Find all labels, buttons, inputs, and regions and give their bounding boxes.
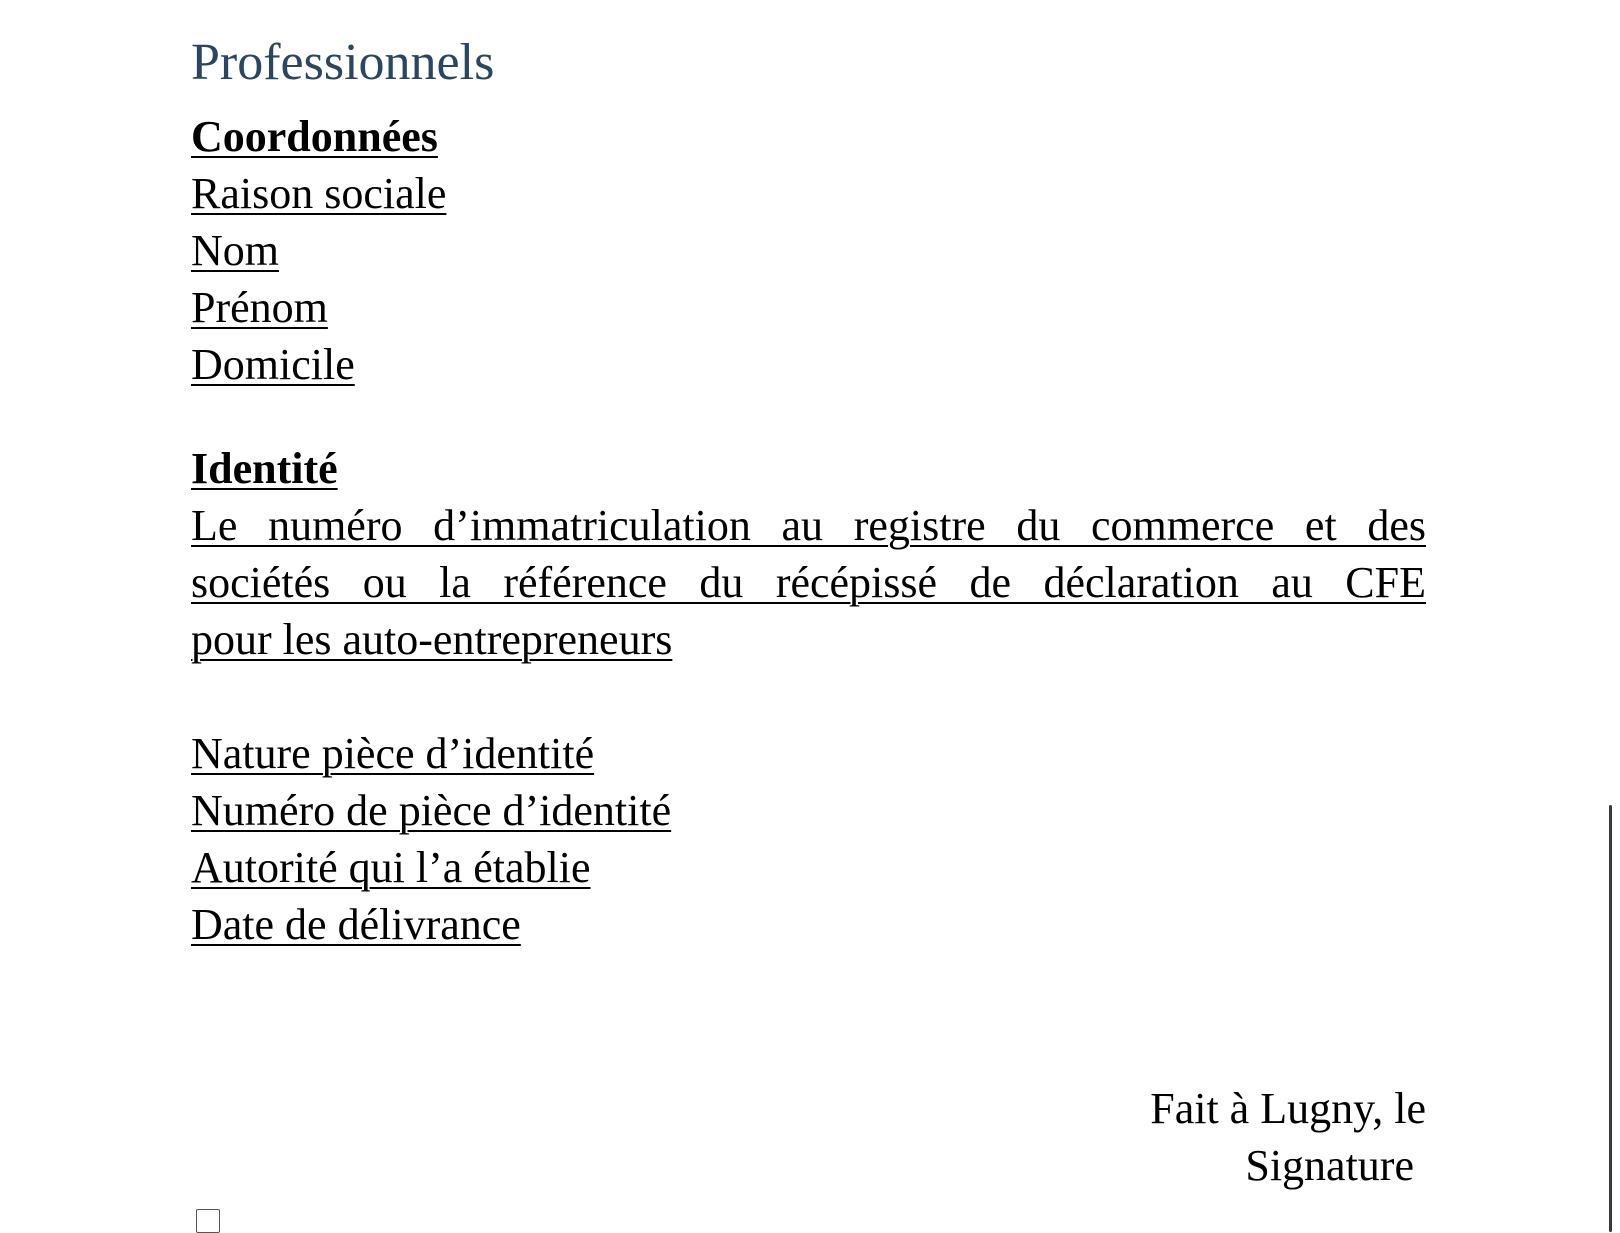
field-raison-sociale: Raison sociale (191, 169, 447, 218)
place-date-line: Fait à Lugny, le (1150, 1084, 1426, 1133)
field-numero-piece: Numéro de pièce d’identité (191, 786, 672, 835)
signature-label: Signature (1245, 1141, 1414, 1190)
scrollbar[interactable] (1609, 805, 1612, 1232)
checkbox[interactable] (196, 1209, 220, 1233)
identite-section (191, 440, 1426, 953)
identite-paragraph-line-3: pour les auto-entrepreneurs (191, 615, 673, 664)
field-prenom: Prénom (191, 283, 328, 332)
identite-paragraph-line-1: Le numéro d’immatriculation au registre du commerce et des (191, 501, 1426, 550)
coordonnees-title: Coordonnées (191, 112, 438, 161)
field-nature-piece: Nature pièce d’identité (191, 729, 595, 778)
field-autorite: Autorité qui l’a établie (191, 843, 591, 892)
page-title: Professionnels (191, 34, 495, 91)
field-domicile: Domicile (191, 340, 355, 389)
field-nom: Nom (191, 226, 279, 275)
identite-paragraph-line-2: sociétés ou la référence du récépissé de déclaration au CFE (191, 558, 1426, 607)
field-date-delivrance: Date de délivrance (191, 900, 521, 949)
identite-title: Identité (191, 444, 338, 493)
coordonnees-section (191, 108, 1426, 393)
signature-block (1150, 1080, 1426, 1194)
